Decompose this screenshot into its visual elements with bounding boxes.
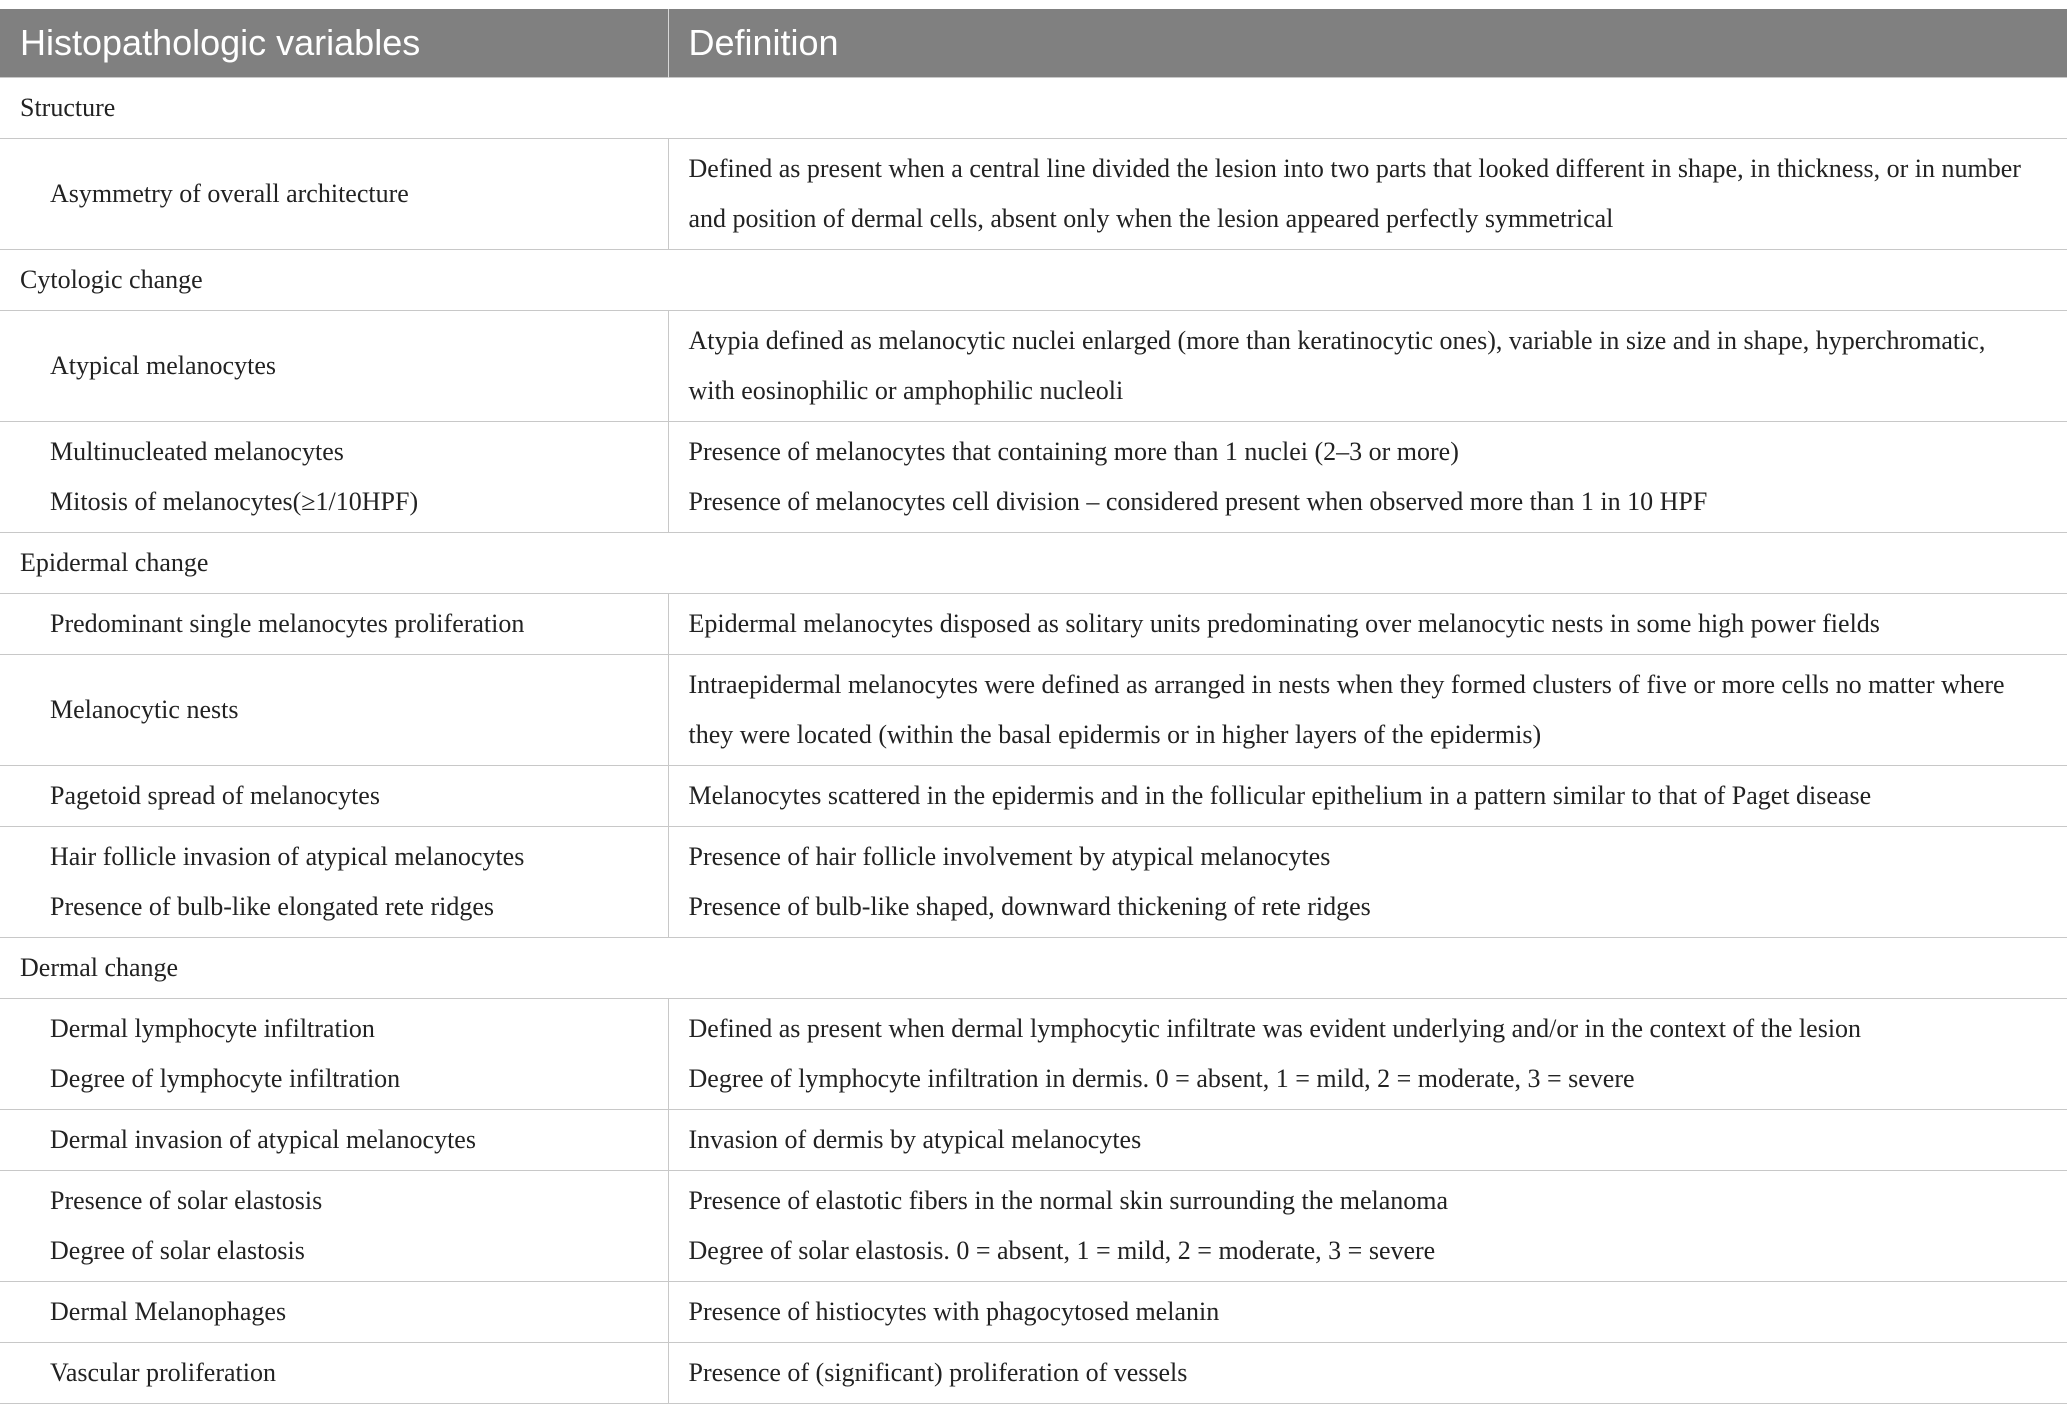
table-row: [0, 1109, 2067, 1170]
definition-text: Atypia defined as melanocytic nuclei enlarged (more than keratinocytic ones), variable in size and in shape, hyperchromatic, with eosinophilic or amphophilic nucleoli: [688, 325, 1986, 405]
definition-cell: [668, 998, 2067, 1109]
variable-cell: [0, 593, 668, 654]
definition-text: Presence of melanocytes cell division – considered present when observed more than 1 in 10 HPF: [688, 486, 1708, 516]
definition-cell: [668, 765, 2067, 826]
variable-name: Degree of lymphocyte infiltration: [50, 1063, 401, 1093]
variable-name: Predominant single melanocytes proliferation: [50, 608, 525, 638]
variable-cell: [0, 998, 668, 1109]
variable-name: Presence of bulb-like elongated rete ridges: [50, 891, 494, 921]
variable-name: Pagetoid spread of melanocytes: [50, 780, 380, 810]
variable-name: Vascular proliferation: [50, 1357, 276, 1387]
table-row: [0, 1342, 2067, 1403]
definition-text: Intraepidermal melanocytes were defined as arranged in nests when they formed clusters of five or more cells no matter where they were located (within the basal epidermis or in higher layers of the epidermis): [688, 669, 2005, 749]
variable-cell: [0, 310, 668, 421]
section-title: Structure: [0, 77, 2067, 138]
definition-text: Presence of melanocytes that containing more than 1 nuclei (2–3 or more): [688, 436, 1459, 466]
variable-name: Atypical melanocytes: [50, 350, 276, 380]
variable-cell: [0, 1170, 668, 1281]
variable-name: Melanocytic nests: [50, 694, 239, 724]
histopathologic-table-container: [0, 9, 2067, 1404]
variable-name: Asymmetry of overall architecture: [50, 178, 409, 208]
definition-text: Defined as present when a central line divided the lesion into two parts that looked different in shape, in thickness, or in number and position of dermal cells, absent only when the lesion appeared perfectly symmetrical: [688, 153, 2021, 233]
definition-text: Degree of solar elastosis. 0 = absent, 1 = mild, 2 = moderate, 3 = severe: [688, 1235, 1436, 1265]
definition-cell: [668, 1170, 2067, 1281]
variable-name: Dermal invasion of atypical melanocytes: [50, 1124, 476, 1154]
table-header: [0, 9, 2067, 77]
table-row: [0, 1281, 2067, 1342]
definition-cell: [668, 138, 2067, 249]
section-row: [0, 937, 2067, 998]
definition-text: Presence of (significant) proliferation of vessels: [688, 1357, 1188, 1387]
section-title: Dermal change: [0, 937, 2067, 998]
variable-cell: [0, 421, 668, 532]
variable-cell: [0, 1342, 668, 1403]
variable-cell: [0, 138, 668, 249]
section-row: [0, 532, 2067, 593]
definition-cell: [668, 654, 2067, 765]
definition-cell: [668, 1342, 2067, 1403]
table-row: [0, 654, 2067, 765]
definition-cell: [668, 310, 2067, 421]
table-row: [0, 1170, 2067, 1281]
definition-text: Presence of elastotic fibers in the normal skin surrounding the melanoma: [688, 1185, 1449, 1215]
section-title: Cytologic change: [0, 249, 2067, 310]
definition-cell: [668, 593, 2067, 654]
header-row: [0, 9, 2067, 77]
table-row: [0, 826, 2067, 937]
variable-cell: [0, 826, 668, 937]
variable-name: Presence of solar elastosis: [50, 1185, 323, 1215]
header-definition: Definition: [668, 9, 2067, 77]
variable-cell: [0, 765, 668, 826]
variable-cell: [0, 1109, 668, 1170]
section-row: [0, 77, 2067, 138]
definition-cell: [668, 1109, 2067, 1170]
table-row: [0, 421, 2067, 532]
variable-name: Multinucleated melanocytes: [50, 436, 344, 466]
definition-text: Degree of lymphocyte infiltration in dermis. 0 = absent, 1 = mild, 2 = moderate, 3 = severe: [688, 1063, 1635, 1093]
table-row: [0, 765, 2067, 826]
variable-name: Hair follicle invasion of atypical melanocytes: [50, 841, 525, 871]
definition-text: Presence of bulb-like shaped, downward thickening of rete ridges: [688, 891, 1371, 921]
variable-cell: [0, 1281, 668, 1342]
definition-text: Epidermal melanocytes disposed as solitary units predominating over melanocytic nests in some high power fields: [688, 608, 1880, 638]
table-row: [0, 138, 2067, 249]
variable-name: Dermal lymphocyte infiltration: [50, 1013, 375, 1043]
definition-text: Melanocytes scattered in the epidermis and in the follicular epithelium in a pattern similar to that of Paget disease: [688, 780, 1872, 810]
definition-cell: [668, 421, 2067, 532]
definition-text: Presence of histiocytes with phagocytosed melanin: [688, 1296, 1220, 1326]
variable-name: Mitosis of melanocytes(≥1/10HPF): [50, 486, 419, 516]
table-row: [0, 310, 2067, 421]
header-variables: Histopathologic variables: [0, 9, 668, 77]
definition-text: Defined as present when dermal lymphocytic infiltrate was evident underlying and/or in the context of the lesion: [688, 1013, 1862, 1043]
definition-text: Invasion of dermis by atypical melanocytes: [688, 1124, 1142, 1154]
histopathologic-variables-table: [0, 9, 2067, 1404]
section-row: [0, 249, 2067, 310]
definition-cell: [668, 1281, 2067, 1342]
variable-name: Degree of solar elastosis: [50, 1235, 305, 1265]
table-row: [0, 593, 2067, 654]
variable-cell: [0, 654, 668, 765]
table-row: [0, 998, 2067, 1109]
variable-name: Dermal Melanophages: [50, 1296, 287, 1326]
definition-text: Presence of hair follicle involvement by atypical melanocytes: [688, 841, 1331, 871]
section-title: Epidermal change: [0, 532, 2067, 593]
table-body: [0, 77, 2067, 1403]
definition-cell: [668, 826, 2067, 937]
